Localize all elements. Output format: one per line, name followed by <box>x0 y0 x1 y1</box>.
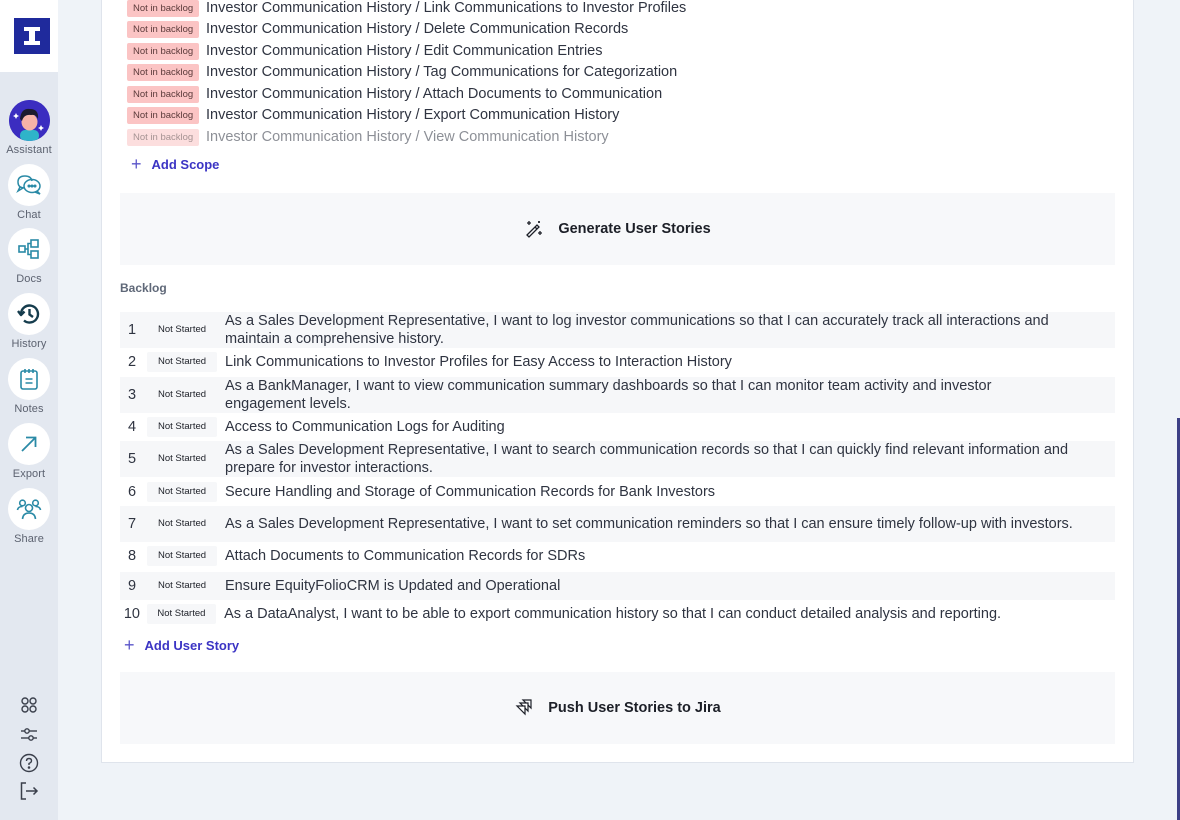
history-button[interactable] <box>8 293 50 335</box>
story-number: 2 <box>127 354 137 370</box>
status-badge[interactable]: Not Started <box>157 324 207 335</box>
generate-user-stories-button[interactable] <box>120 193 1115 265</box>
not-in-backlog-badge: Not in backlog <box>127 0 199 17</box>
sidebar-label: Export <box>12 468 46 480</box>
story-text: As a DataAnalyst, I want to be able to export communication history so that I can conduct detailed analysis and reporting. <box>224 606 1002 622</box>
not-in-backlog-badge: Not in backlog <box>127 43 199 60</box>
add-user-story-label: Add User Story <box>144 637 240 653</box>
arrow-up-right-icon <box>18 433 40 455</box>
story-row[interactable] <box>120 544 1115 568</box>
status-badge[interactable]: Not Started <box>147 604 216 624</box>
sidebar-item-share[interactable] <box>0 488 58 545</box>
scope-item[interactable] <box>127 41 602 61</box>
not-in-backlog-badge: Not in backlog <box>127 86 199 103</box>
share-button[interactable] <box>8 488 50 530</box>
story-text: As a Sales Development Representative, I want to search communication records so that I can quickly find relevant information and prepare for investor interactions. <box>225 442 1069 476</box>
story-number: 10 <box>123 606 140 622</box>
story-number: 4 <box>127 419 137 435</box>
assistant-avatar-icon <box>9 100 50 141</box>
notes-icon <box>18 367 40 391</box>
scope-text: Investor Communication History / Tag Communications for Categorization <box>206 64 678 80</box>
export-button[interactable] <box>8 423 50 465</box>
story-text: As a Sales Development Representative, I want to log investor communications so that I can accurately track all interactions and maintain a comprehensive history. <box>225 313 1049 347</box>
not-in-backlog-badge: Not in backlog <box>127 21 199 38</box>
sidebar-label: Assistant <box>6 144 52 156</box>
add-scope-button[interactable] <box>131 155 219 173</box>
sidebar-label: Chat <box>17 209 41 221</box>
docs-diagram-icon <box>17 237 41 261</box>
story-number: 8 <box>127 548 137 564</box>
assistant-avatar <box>9 100 50 141</box>
scope-text: Investor Communication History / View Communication History <box>206 129 609 145</box>
story-text: Attach Documents to Communication Records for SDRs <box>225 548 586 564</box>
scope-text: Investor Communication History / Link Communications to Investor Profiles <box>206 0 687 16</box>
story-number: 9 <box>127 578 137 594</box>
push-to-jira-label: Push User Stories to Jira <box>548 700 721 716</box>
sidebar <box>0 0 58 820</box>
add-user-story-button[interactable] <box>124 636 239 654</box>
status-badge[interactable]: Not Started <box>147 482 217 502</box>
plus-icon: + <box>131 154 142 174</box>
story-text: As a Sales Development Representative, I want to set communication reminders so that I can ensure timely follow-up with investors. <box>225 516 1073 532</box>
sidebar-label: Docs <box>16 273 42 285</box>
sidebar-item-docs[interactable] <box>0 228 58 285</box>
story-number: 7 <box>127 516 137 532</box>
scope-item[interactable] <box>127 105 619 125</box>
story-row[interactable] <box>120 312 1115 348</box>
story-text: As a BankManager, I want to view communication summary dashboards so that I can monitor team activity and investor engagement levels. <box>225 378 992 412</box>
sidebar-item-assistant[interactable] <box>0 100 58 156</box>
status-badge[interactable]: Not Started <box>147 352 217 372</box>
notes-button[interactable] <box>8 358 50 400</box>
chat-bubbles-icon <box>16 173 42 197</box>
status-badge[interactable]: Not Started <box>147 546 217 566</box>
logo-i-icon <box>23 26 41 46</box>
not-in-backlog-badge: Not in backlog <box>127 107 199 124</box>
scope-item[interactable] <box>127 62 677 82</box>
story-row[interactable] <box>120 506 1115 542</box>
plus-icon: + <box>124 635 135 655</box>
status-badge[interactable]: Not Started <box>157 518 207 529</box>
sidebar-item-history[interactable] <box>0 293 58 350</box>
users-icon <box>16 498 42 520</box>
status-badge[interactable]: Not Started <box>157 453 207 464</box>
story-number: 3 <box>127 387 137 403</box>
scope-text: Investor Communication History / Delete Communication Records <box>206 21 629 37</box>
scope-text: Investor Communication History / Export Communication History <box>206 107 620 123</box>
status-badge[interactable]: Not Started <box>147 417 217 437</box>
sliders-icon[interactable] <box>18 723 40 745</box>
app-logo[interactable] <box>14 18 50 54</box>
story-row[interactable] <box>120 415 1115 439</box>
not-in-backlog-badge: Not in backlog <box>127 64 199 81</box>
story-text: Link Communications to Investor Profiles for Easy Access to Interaction History <box>225 354 732 370</box>
sidebar-item-notes[interactable] <box>0 358 58 415</box>
story-row[interactable] <box>120 601 1115 627</box>
chat-button[interactable] <box>8 164 50 206</box>
docs-button[interactable] <box>8 228 50 270</box>
scope-item[interactable] <box>127 0 686 18</box>
sidebar-item-chat[interactable] <box>0 164 58 221</box>
push-to-jira-button[interactable] <box>120 672 1115 744</box>
logo-area <box>0 0 58 72</box>
story-number: 6 <box>127 484 137 500</box>
story-text: Secure Handling and Storage of Communication Records for Bank Investors <box>225 484 716 500</box>
sidebar-label: Share <box>14 533 44 545</box>
story-row[interactable] <box>120 441 1115 477</box>
story-text: Ensure EquityFolioCRM is Updated and Operational <box>225 578 561 594</box>
scope-item[interactable] <box>127 19 628 39</box>
story-text: Access to Communication Logs for Auditing <box>225 419 505 435</box>
not-in-backlog-badge: Not in backlog <box>127 129 199 146</box>
sidebar-item-export[interactable] <box>0 423 58 480</box>
sidebar-label: History <box>11 338 47 350</box>
apps-grid-icon[interactable] <box>18 694 40 716</box>
history-clock-icon <box>16 301 42 327</box>
scope-text: Investor Communication History / Edit Communication Entries <box>206 43 603 59</box>
magic-wand-icon <box>524 219 544 239</box>
story-number: 1 <box>127 322 137 338</box>
logout-icon[interactable] <box>18 780 40 802</box>
sidebar-label: Notes <box>14 403 44 415</box>
add-scope-label: Add Scope <box>151 156 220 172</box>
scope-text: Investor Communication History / Attach Documents to Communication <box>206 86 663 102</box>
story-row[interactable] <box>120 572 1115 600</box>
generate-user-stories-label: Generate User Stories <box>558 221 711 237</box>
scope-item[interactable] <box>127 127 609 147</box>
status-badge[interactable]: Not Started <box>157 389 207 400</box>
backlog-heading: Backlog <box>120 281 167 295</box>
help-icon[interactable] <box>18 752 40 774</box>
scope-item[interactable] <box>127 84 662 104</box>
story-row[interactable] <box>120 480 1115 504</box>
status-badge[interactable]: Not Started <box>157 580 207 591</box>
story-row[interactable] <box>120 377 1115 413</box>
story-row[interactable] <box>120 350 1115 374</box>
jira-icon <box>514 699 534 717</box>
story-number: 5 <box>127 451 137 467</box>
